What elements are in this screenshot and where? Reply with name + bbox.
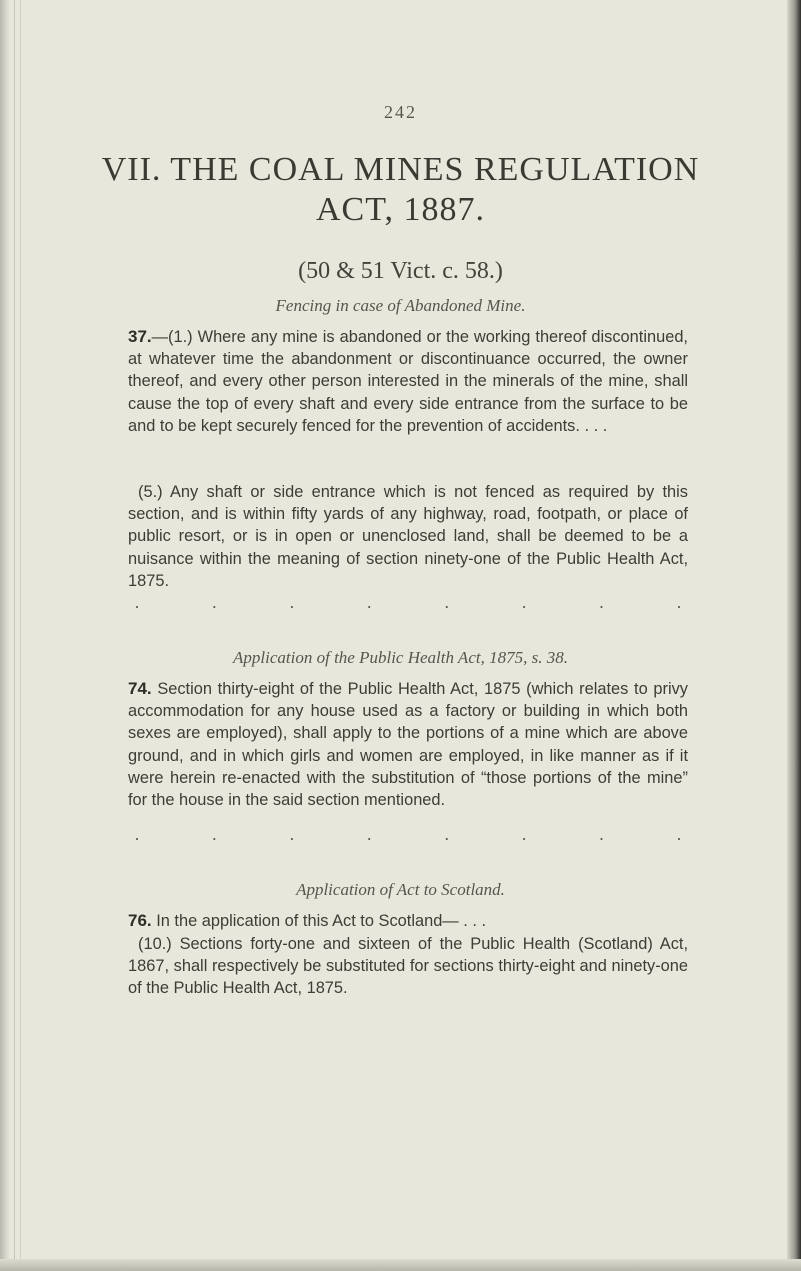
ellipsis-dot: · — [598, 828, 605, 848]
ellipsis-dot: · — [521, 828, 528, 848]
section-number: 76. — [128, 911, 152, 930]
section-74-paragraph — [128, 678, 688, 811]
section-heading: Application of Act to Scotland. — [296, 880, 505, 899]
section-heading: Application of the Public Health Act, 1875, s. 38. — [233, 648, 568, 667]
ellipsis-dot: · — [288, 596, 295, 616]
ellipsis-dot: · — [675, 596, 682, 616]
section-text: In the application of this Act to Scotland— . . . — [156, 912, 487, 930]
section-heading: Fencing in case of Abandoned Mine. — [275, 296, 526, 315]
ellipsis-dot: · — [134, 828, 140, 848]
ellipsis-row — [128, 828, 688, 849]
title-line: VII. THE COAL MINES REGULATION — [101, 151, 700, 188]
ellipsis-dot: · — [134, 596, 140, 616]
section-37-paragraph — [128, 326, 688, 437]
ellipsis-dot: · — [366, 828, 373, 848]
section-text: —(1.) Where any mine is abandoned or the working thereof discontinued, at whatever time the abandonment or discontinuance occurred, the owner thereof, and every other person interested in the minerals of the mine, shall cause the top of every shaft and every side entrance from the surface to be and to be kept securely fenced for the prevention of accidents. . . . — [128, 328, 688, 435]
ellipsis-dot: · — [675, 828, 682, 848]
section-number: 74. — [128, 679, 152, 698]
title-line: ACT, 1887. — [316, 191, 485, 228]
ellipsis-dot: · — [443, 596, 450, 616]
ellipsis-dot: · — [521, 596, 528, 616]
page-bottom-edge — [0, 1259, 801, 1271]
section-text: Section thirty-eight of the Public Health Act, 1875 (which relates to privy accommodation for any house used as a factory or building in which both sexes are employed), shall apply to the portions of a mine which are above ground, and in which girls and women are employed, in like manner as if it were herein re-enacted with the substitution of “those portions of the mine” for the house in the said section mentioned. — [128, 680, 688, 810]
ellipsis-dot: · — [211, 828, 218, 848]
subsection-10-paragraph: (10.) Sections forty-one and sixteen of the Public Health (Scotland) Act, 1867, shall respectively be substituted for sections thirty-eight and ninety-one of the Public Health Act, 1875. — [128, 935, 688, 998]
section-number: 37. — [128, 327, 152, 346]
ellipsis-dot: · — [288, 828, 295, 848]
page-title — [0, 150, 801, 230]
section-76-paragraph — [128, 910, 688, 932]
act-citation: (50 & 51 Vict. c. 58.) — [298, 258, 503, 284]
subsection-5-paragraph: (5.) Any shaft or side entrance which is not fenced as required by this section, and is within fifty yards of any highway, road, footpath, or place of public resort, or is in open or unenclosed land, shall be deemed to be a nuisance within the meaning of section ninety-one of the Public Health Act, 1875. — [128, 483, 688, 590]
ellipsis-row — [128, 596, 688, 617]
ellipsis-dot: · — [366, 596, 373, 616]
ellipsis-dot: · — [443, 828, 450, 848]
page-number: 242 — [384, 102, 417, 122]
ellipsis-dot: · — [598, 596, 605, 616]
ellipsis-dot: · — [211, 596, 218, 616]
